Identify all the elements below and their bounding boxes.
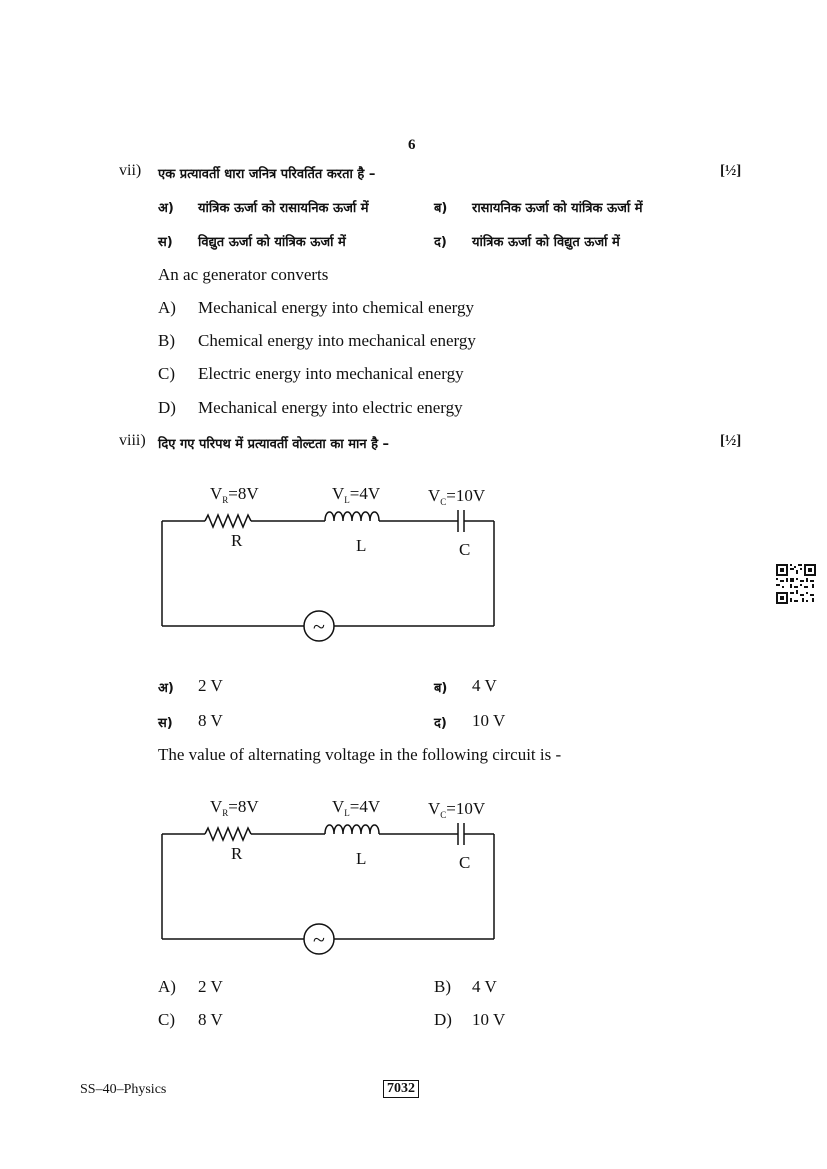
question-8-english-text: The value of alternating voltage in the following circuit is - — [158, 745, 562, 764]
q8-english-option-b-text: 4 V — [472, 977, 497, 996]
q7-hindi-option-d-label: द) — [434, 235, 447, 250]
q8-english-option-d-label: D) — [434, 1010, 452, 1029]
question-7-number: vii) — [119, 162, 142, 179]
q8-hindi-option-a-text: 2 V — [198, 676, 223, 695]
ac-source-symbol: ~ — [313, 614, 325, 639]
q7-hindi-option-a-text: यांत्रिक ऊर्जा को रासायनिक ऊर्जा में — [198, 201, 369, 216]
q7-hindi-option-d-text: यांत्रिक ऊर्जा को विद्युत ऊर्जा में — [472, 235, 620, 250]
q8-english-option-c-label: C) — [158, 1010, 175, 1029]
q7-english-option-b-text: Chemical energy into mechanical energy — [198, 331, 476, 350]
q7-hindi-option-a-label: अ) — [158, 201, 174, 216]
q7-english-option-c-label: C) — [158, 364, 175, 383]
q7-english-option-d-text: Mechanical energy into electric energy — [198, 398, 463, 417]
q8-english-option-a-label: A) — [158, 977, 176, 996]
q8-hindi-option-b-label: ब) — [434, 681, 448, 696]
footer-paper-code: 7032 — [383, 1080, 419, 1098]
page-number: 6 — [408, 137, 416, 153]
vl-label-2: $V_L=4V$ — [332, 797, 381, 818]
q8-hindi-option-d-label: द) — [434, 716, 447, 731]
vr-label-2: $V_R=8V$ — [210, 797, 259, 818]
q7-english-option-b-label: B) — [158, 331, 175, 350]
vl-label: $V_L=4V$ — [332, 484, 381, 505]
q8-hindi-option-a-label: अ) — [158, 681, 174, 696]
capacitor-label: C — [459, 540, 471, 559]
vr-label: $V_R=8V$ — [210, 484, 259, 505]
capacitor-label-2: C — [459, 853, 471, 872]
question-7-english-text: An ac generator converts — [158, 265, 329, 284]
q7-english-option-d-label: D) — [158, 398, 176, 417]
circuit-diagram-english — [150, 791, 510, 961]
inductor-label: L — [356, 536, 367, 555]
circuit-diagram-hindi — [150, 478, 510, 648]
q7-english-option-a-text: Mechanical energy into chemical energy — [198, 298, 474, 317]
ac-source-symbol-2: ~ — [313, 927, 325, 952]
vc-label: $V_C=10V$ — [428, 486, 486, 507]
q7-hindi-option-c-label: स) — [158, 235, 173, 250]
question-8-marks: [½] — [720, 433, 742, 449]
q8-hindi-option-c-label: स) — [158, 716, 173, 731]
q8-english-option-b-label: B) — [434, 977, 451, 996]
q7-hindi-option-c-text: विद्युत ऊर्जा को यांत्रिक ऊर्जा में — [198, 235, 346, 250]
q7-hindi-option-b-text: रासायनिक ऊर्जा को यांत्रिक ऊर्जा में — [472, 201, 643, 216]
question-7-marks: [½] — [720, 163, 742, 179]
vc-label-2: $V_C=10V$ — [428, 799, 486, 820]
resistor-label-2: R — [231, 844, 243, 863]
q7-english-option-a-label: A) — [158, 298, 176, 317]
q8-english-option-c-text: 8 V — [198, 1010, 223, 1029]
resistor-label: R — [231, 531, 243, 550]
q7-hindi-option-b-label: ब) — [434, 201, 448, 216]
q8-english-option-a-text: 2 V — [198, 977, 223, 996]
q7-english-option-c-text: Electric energy into mechanical energy — [198, 364, 464, 383]
qr-code-icon — [776, 564, 816, 604]
q8-english-option-d-text: 10 V — [472, 1010, 506, 1029]
q8-hindi-option-b-text: 4 V — [472, 676, 497, 695]
question-8-hindi-text: दिए गए परिपथ में प्रत्यावर्ती वोल्टता का मान है – — [158, 437, 390, 452]
inductor-label-2: L — [356, 849, 367, 868]
q8-hindi-option-c-text: 8 V — [198, 711, 223, 730]
question-7-hindi-text: एक प्रत्यावर्ती धारा जनित्र परिवर्तित करता है – — [158, 167, 376, 182]
footer-subject-code: SS–40–Physics — [80, 1082, 167, 1097]
q8-hindi-option-d-text: 10 V — [472, 711, 506, 730]
question-8-number: viii) — [119, 432, 146, 449]
